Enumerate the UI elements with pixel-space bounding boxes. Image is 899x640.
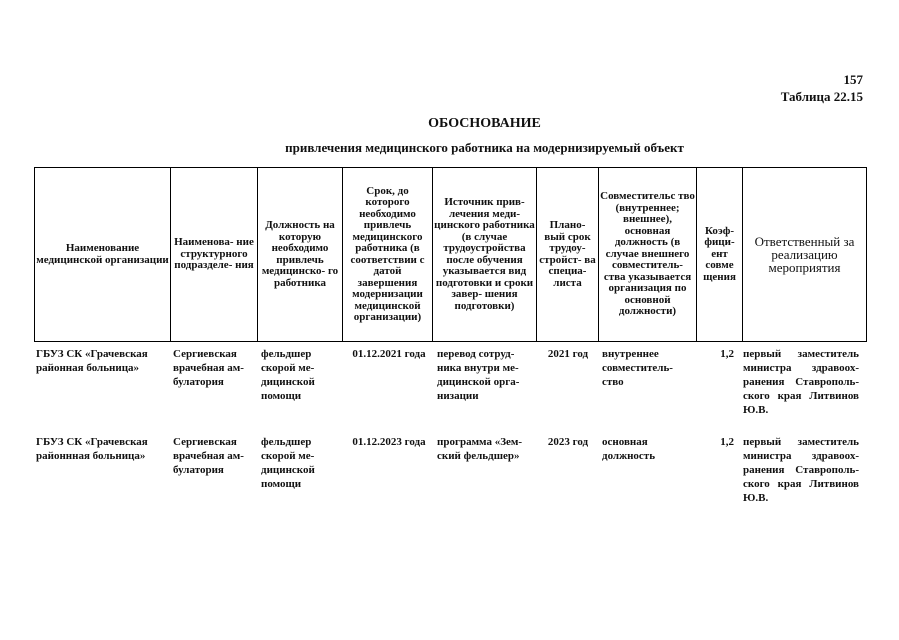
header-unit: Наименова- ние структурного подразделе- ния [171, 168, 258, 342]
cell-deadline: 01.12.2023 года [352, 436, 426, 448]
header-row [35, 168, 867, 342]
cell-deadline: 01.12.2021 года [352, 348, 426, 360]
header-deadline: Срок, до которого необходимо привлечь медицинского работника (в соответствии с датой завершения модернизации медицинской организации) [343, 168, 433, 342]
cell-unit: Сергиевская врачебная ам- булатория [173, 348, 244, 388]
header-post: Должность на которую необходимо привлечь медицинско- го работника [258, 168, 343, 342]
cell-source: программа «Зем- ский фельдшер» [437, 436, 523, 462]
document-title: ОБОСНОВАНИЕ [428, 116, 541, 131]
cell-post: фельдшер скорой ме- дицинской помощи [261, 436, 315, 490]
cell-org: ГБУЗ СК «Грачевская районная больница» [36, 348, 148, 374]
cell-planned-term: 2023 год [547, 436, 589, 448]
cell-post: фельдшер скорой ме- дицинской помощи [261, 348, 315, 402]
header-org: Наименование медицинской организации [35, 168, 171, 342]
cell-responsible: первый заместитель министра здравоох- ранения Ставрополь- ского края Литвинов Ю.В. [743, 436, 859, 504]
header-planned-term: Плано- вый срок трудоу- стройст- ва специа- листа [537, 168, 599, 342]
cell-source: перевод сотруд- ника внутри ме- дицинской орга- низации [437, 348, 520, 402]
header-table [34, 167, 867, 342]
document-subtitle: привлечения медицинского работника на модернизируемый объект [285, 140, 684, 155]
cell-unit: Сергиевская врачебная ам- булатория [173, 436, 244, 476]
cell-org: ГБУЗ СК «Грачевская районнная больница» [36, 436, 148, 462]
header-responsible: Ответственный за реализацию мероприятия [743, 168, 867, 342]
cell-combination: основная должность [602, 436, 656, 462]
cell-combination: внутреннее совместитель- ство [602, 348, 673, 388]
header-combination: Совместительс тво (внутреннее; внешнее), основная должность (в случае внешнего совместитель- ства указывается организация по основной должности) [599, 168, 697, 342]
header-source: Источник прив- лечения меди- цинского работника (в случае трудоустройства после обучения указывается вид подготовки и сроки завер- шения подготовки) [433, 168, 537, 342]
cell-planned-term: 2021 год [547, 348, 589, 360]
table-label: Таблица 22.15 [780, 89, 863, 104]
cell-coefficient: 1,2 [720, 348, 734, 360]
page-number: 157 [843, 72, 863, 87]
cell-coefficient: 1,2 [720, 436, 734, 448]
header-coefficient: Коэф- фици- ент совме щения [697, 168, 743, 342]
cell-responsible: первый заместитель министра здравоох- ранения Ставрополь- ского края Литвинов Ю.В. [743, 348, 859, 416]
